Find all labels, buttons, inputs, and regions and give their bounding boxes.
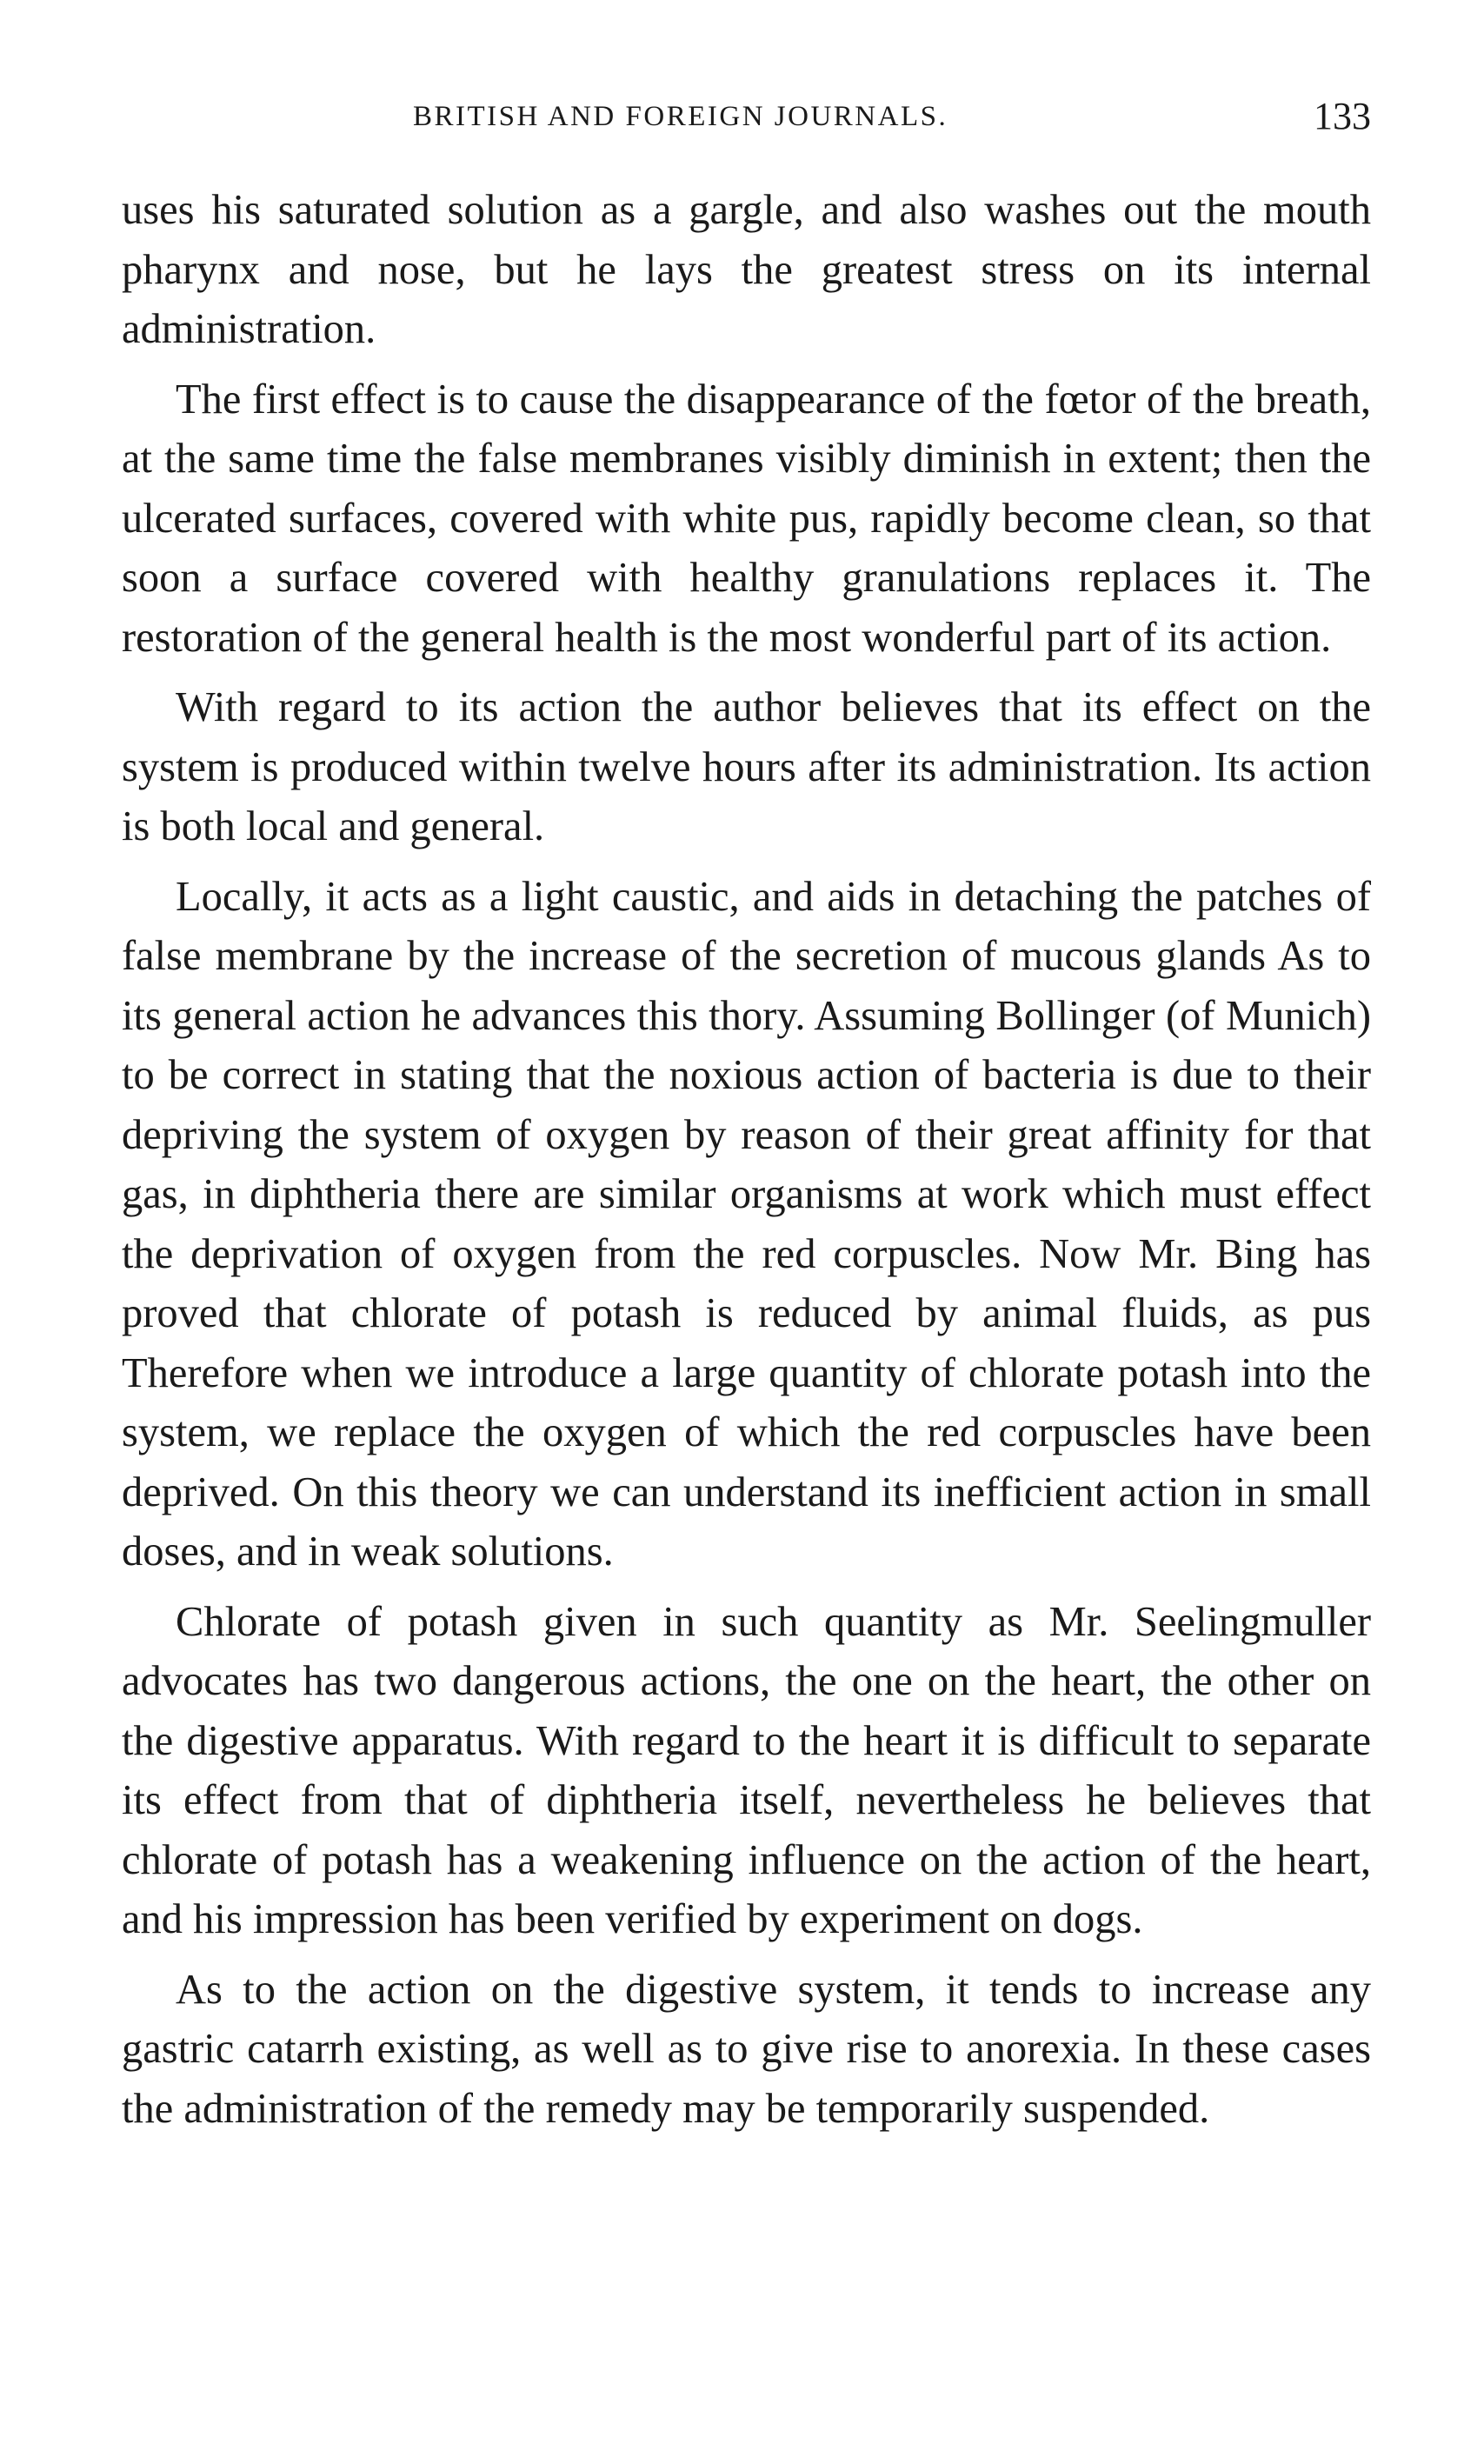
page-number: 133 (1314, 95, 1371, 137)
paragraph-digestive-system: As to the action on the digestive system, it tends to increase any gastric catarrh existing, as well as to give rise to anorexia. In these cases the administration of the remedy may be temporarily suspended. (122, 1966, 1371, 2132)
running-title: BRITISH AND FOREIGN JOURNALS. (413, 101, 948, 132)
paragraph-dangerous-actions: Chlorate of potash given in such quantity as Mr. Seelingmuller advocates has two dangerous actions, the one on the heart, the other on the digestive apparatus. With regard to the heart it is difficult to separate its effect from that of diphtheria itself, nevertheless he believes that chlorate of potash has a weakening influence on the action of the heart, and his impression has been verified by experiment on dogs. (122, 1598, 1371, 1942)
running-head (122, 94, 1371, 146)
paragraph-continuation: uses his saturated solution as a gargle, and also washes out the mouth pharynx and nose, but he lays the greatest stress on its internal administration. (122, 187, 1371, 352)
paragraph-first-effect: The first effect is to cause the disappearance of the fœtor of the breath, at the same time the false membranes visibly diminish in extent; then the ulcerated surfaces, covered with white pus, rapidly become clean, so that soon a surface covered with healthy granulations replaces it. The restoration of the general health is the most wonderful part of its action. (122, 376, 1371, 661)
paragraph-action-timing: With regard to its action the author believes that its effect on the system is produced within twelve hours after its administration. Its action is both local and general. (122, 684, 1371, 849)
body-text (122, 181, 1371, 2139)
paragraph-local-action: Locally, it acts as a light caustic, and aids in detaching the patches of false membrane by the increase of the secretion of mucous glands As to its general action he advances this thory. Assuming Bollinger (of Munich) to be correct in stating that the noxious action of bacteria is due to their depriving the system of oxygen by reason of their great affinity for that gas, in diphtheria there are similar organisms at work which must effect the deprivation of oxygen from the red corpuscles. Now Mr. Bing has proved that chlorate of potash is reduced by animal fluids, as pus Therefore when we introduce a large quantity of chlorate potash into the system, we replace the oxygen of which the red corpuscles have been deprived. On this theory we can understand its inefficient action in small doses, and in weak solutions. (122, 873, 1371, 1575)
